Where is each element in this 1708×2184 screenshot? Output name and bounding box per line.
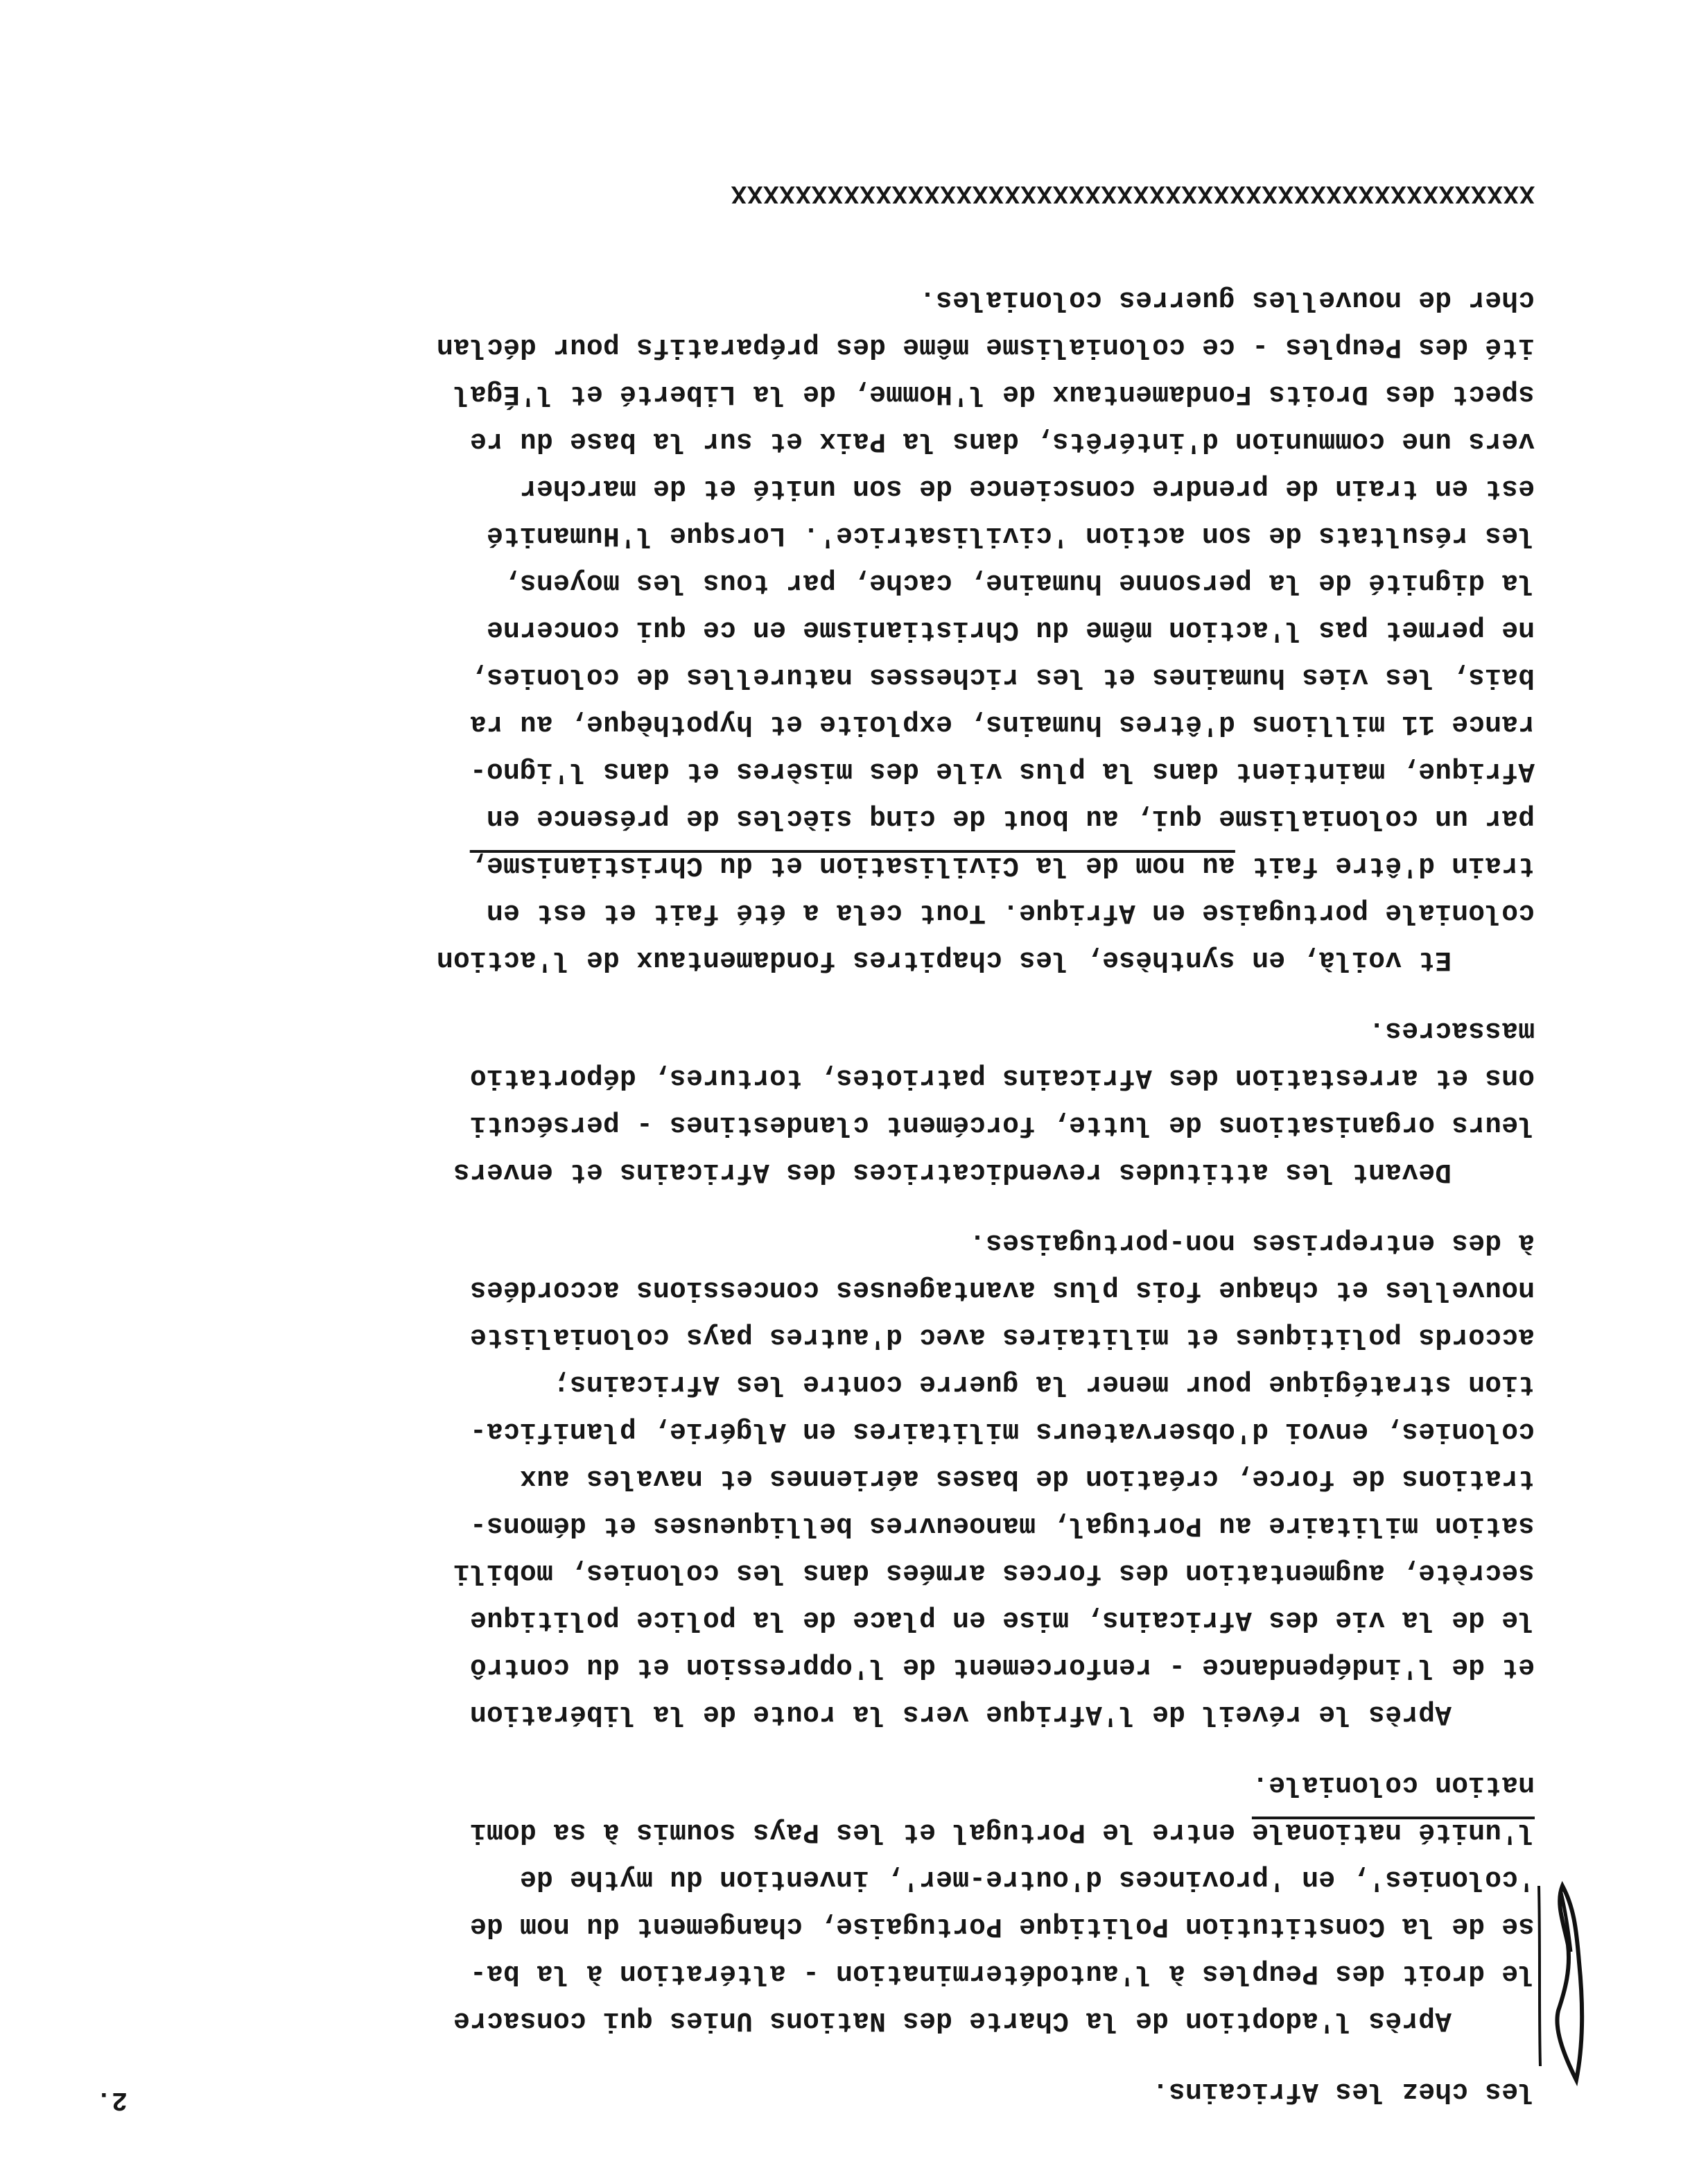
text-line: à des entreprises non-portugaises. xyxy=(968,1227,1535,1258)
handwritten-margin-mark xyxy=(1528,1872,1604,2094)
text-line: rance 11 millions d'êtres humains, exploite et hypothèque, au ra xyxy=(469,709,1535,740)
text-line: tion stratégique pour mener la guerre contre les Africains; xyxy=(552,1369,1535,1400)
text-line: l'unité nationale entre le Portugal et les Pays soumis à sa domi xyxy=(469,1817,1535,1848)
text-line: coloniale portugaise en Afrique. Tout cela a été fait et est en xyxy=(486,897,1535,928)
text-line: spect des Droits Fondamentaux de l'Homme, de la Liberté et l'Égal xyxy=(453,379,1535,410)
text-line: par un colonialisme qui, au bout de cinq siècles de présence en xyxy=(486,803,1535,834)
text-line: est en train de prendre conscience de son unité et de marcher xyxy=(519,473,1535,504)
text-line: vers une communion d'intérêts, dans la Paix et sur la base du re xyxy=(469,426,1535,457)
text-line: la dignité de la personne humaine, cache, par tous les moyens, xyxy=(503,567,1535,598)
text-line: les résultats de son action 'civilisatrice'. Lorsque l'Humanité xyxy=(486,520,1535,551)
text-line: nation coloniale. xyxy=(1251,1769,1535,1801)
text-line: le droit des Peuples à l'autodétermination - altération à la ba- xyxy=(469,1958,1535,1989)
text-line: accords politiques et militaires avec d'autres pays colonialiste xyxy=(469,1321,1535,1353)
text-column xyxy=(155,172,1535,2115)
text-line: nouvelles et chaque fois plus avantageuses concessions accordées xyxy=(469,1274,1535,1306)
paragraph-gap xyxy=(155,1195,1535,1219)
text-line: Afrique, maintient dans la plus vile des misères et dans l'igno- xyxy=(469,756,1535,787)
paragraph-gap xyxy=(155,2044,1535,2068)
underlined-phrase: au nom de la Civilisation et du Christianisme, xyxy=(469,850,1235,881)
text-line: sation militaire au Portugal, manoeuvres belliqueuses et démons- xyxy=(469,1510,1535,1541)
text-line: bais, les vies humaines et les richesses naturelles de colonies, xyxy=(469,661,1535,693)
text-line: trations de force, création de bases aériennes et navales aux xyxy=(519,1463,1535,1494)
text-line: Après l'adoption de la Charte des Nations Unies qui consacre xyxy=(453,2005,1535,2036)
text-line: se de la Constitution Politique Portugaise, changement du nom de xyxy=(469,1911,1535,1942)
text-line: leurs organisations de lutte, forcément clandestines - persécuti xyxy=(469,1109,1535,1141)
text-line: ne permet pas l'action même du Christianisme en ce qui concerne xyxy=(486,614,1535,645)
underlined-phrase: l'unité nationale xyxy=(1251,1817,1535,1848)
text-line: massacres. xyxy=(1368,1015,1535,1046)
text-line: colonies, envoi d'observateurs militaires en Algérie, planifica- xyxy=(469,1416,1535,1447)
typed-x-rule: XXXXXXXXXXXXXXXXXXXXXXXXXXXXXXXXXXXXXXXXXXXXXXXXXX xyxy=(730,178,1535,207)
text-line: train d'être fait au nom de la Civilisation et du Christianisme, xyxy=(469,850,1535,881)
paragraph-gap xyxy=(155,1737,1535,1761)
text-line: les chez les Africains. xyxy=(1151,2076,1535,2107)
text-line: ons et arrestation des Africains patriotes, tortures, déportatio xyxy=(469,1062,1535,1093)
page-number: 2. xyxy=(96,2085,128,2115)
text-line: Après le réveil de l'Afrique vers la route de la libération xyxy=(469,1699,1535,1730)
text-line: et de l'indépendance - renforcement de l'oppression et du contrô xyxy=(469,1652,1535,1683)
text-line: 'colonies', en 'provinces d'outre-mer', invention du mythe de xyxy=(519,1864,1535,1895)
text-line: ité des Peuples - ce colonialisme même des préparatifs pour déclan xyxy=(436,331,1535,363)
text-line: Devant les attitudes revendicatrices des Africains et envers xyxy=(453,1156,1535,1188)
paragraph-gap xyxy=(155,983,1535,1007)
text-line: le de la vie des Africains, mise en place de la police politique xyxy=(469,1604,1535,1636)
text-line: secrète, augmentation des forces armées dans les colonies, mobili xyxy=(453,1557,1535,1588)
text-line: cher de nouvelles guerres coloniales. xyxy=(918,284,1535,315)
text-line: Et voilà, en synthèse, les chapitres fondamentaux de l'action xyxy=(436,944,1535,976)
